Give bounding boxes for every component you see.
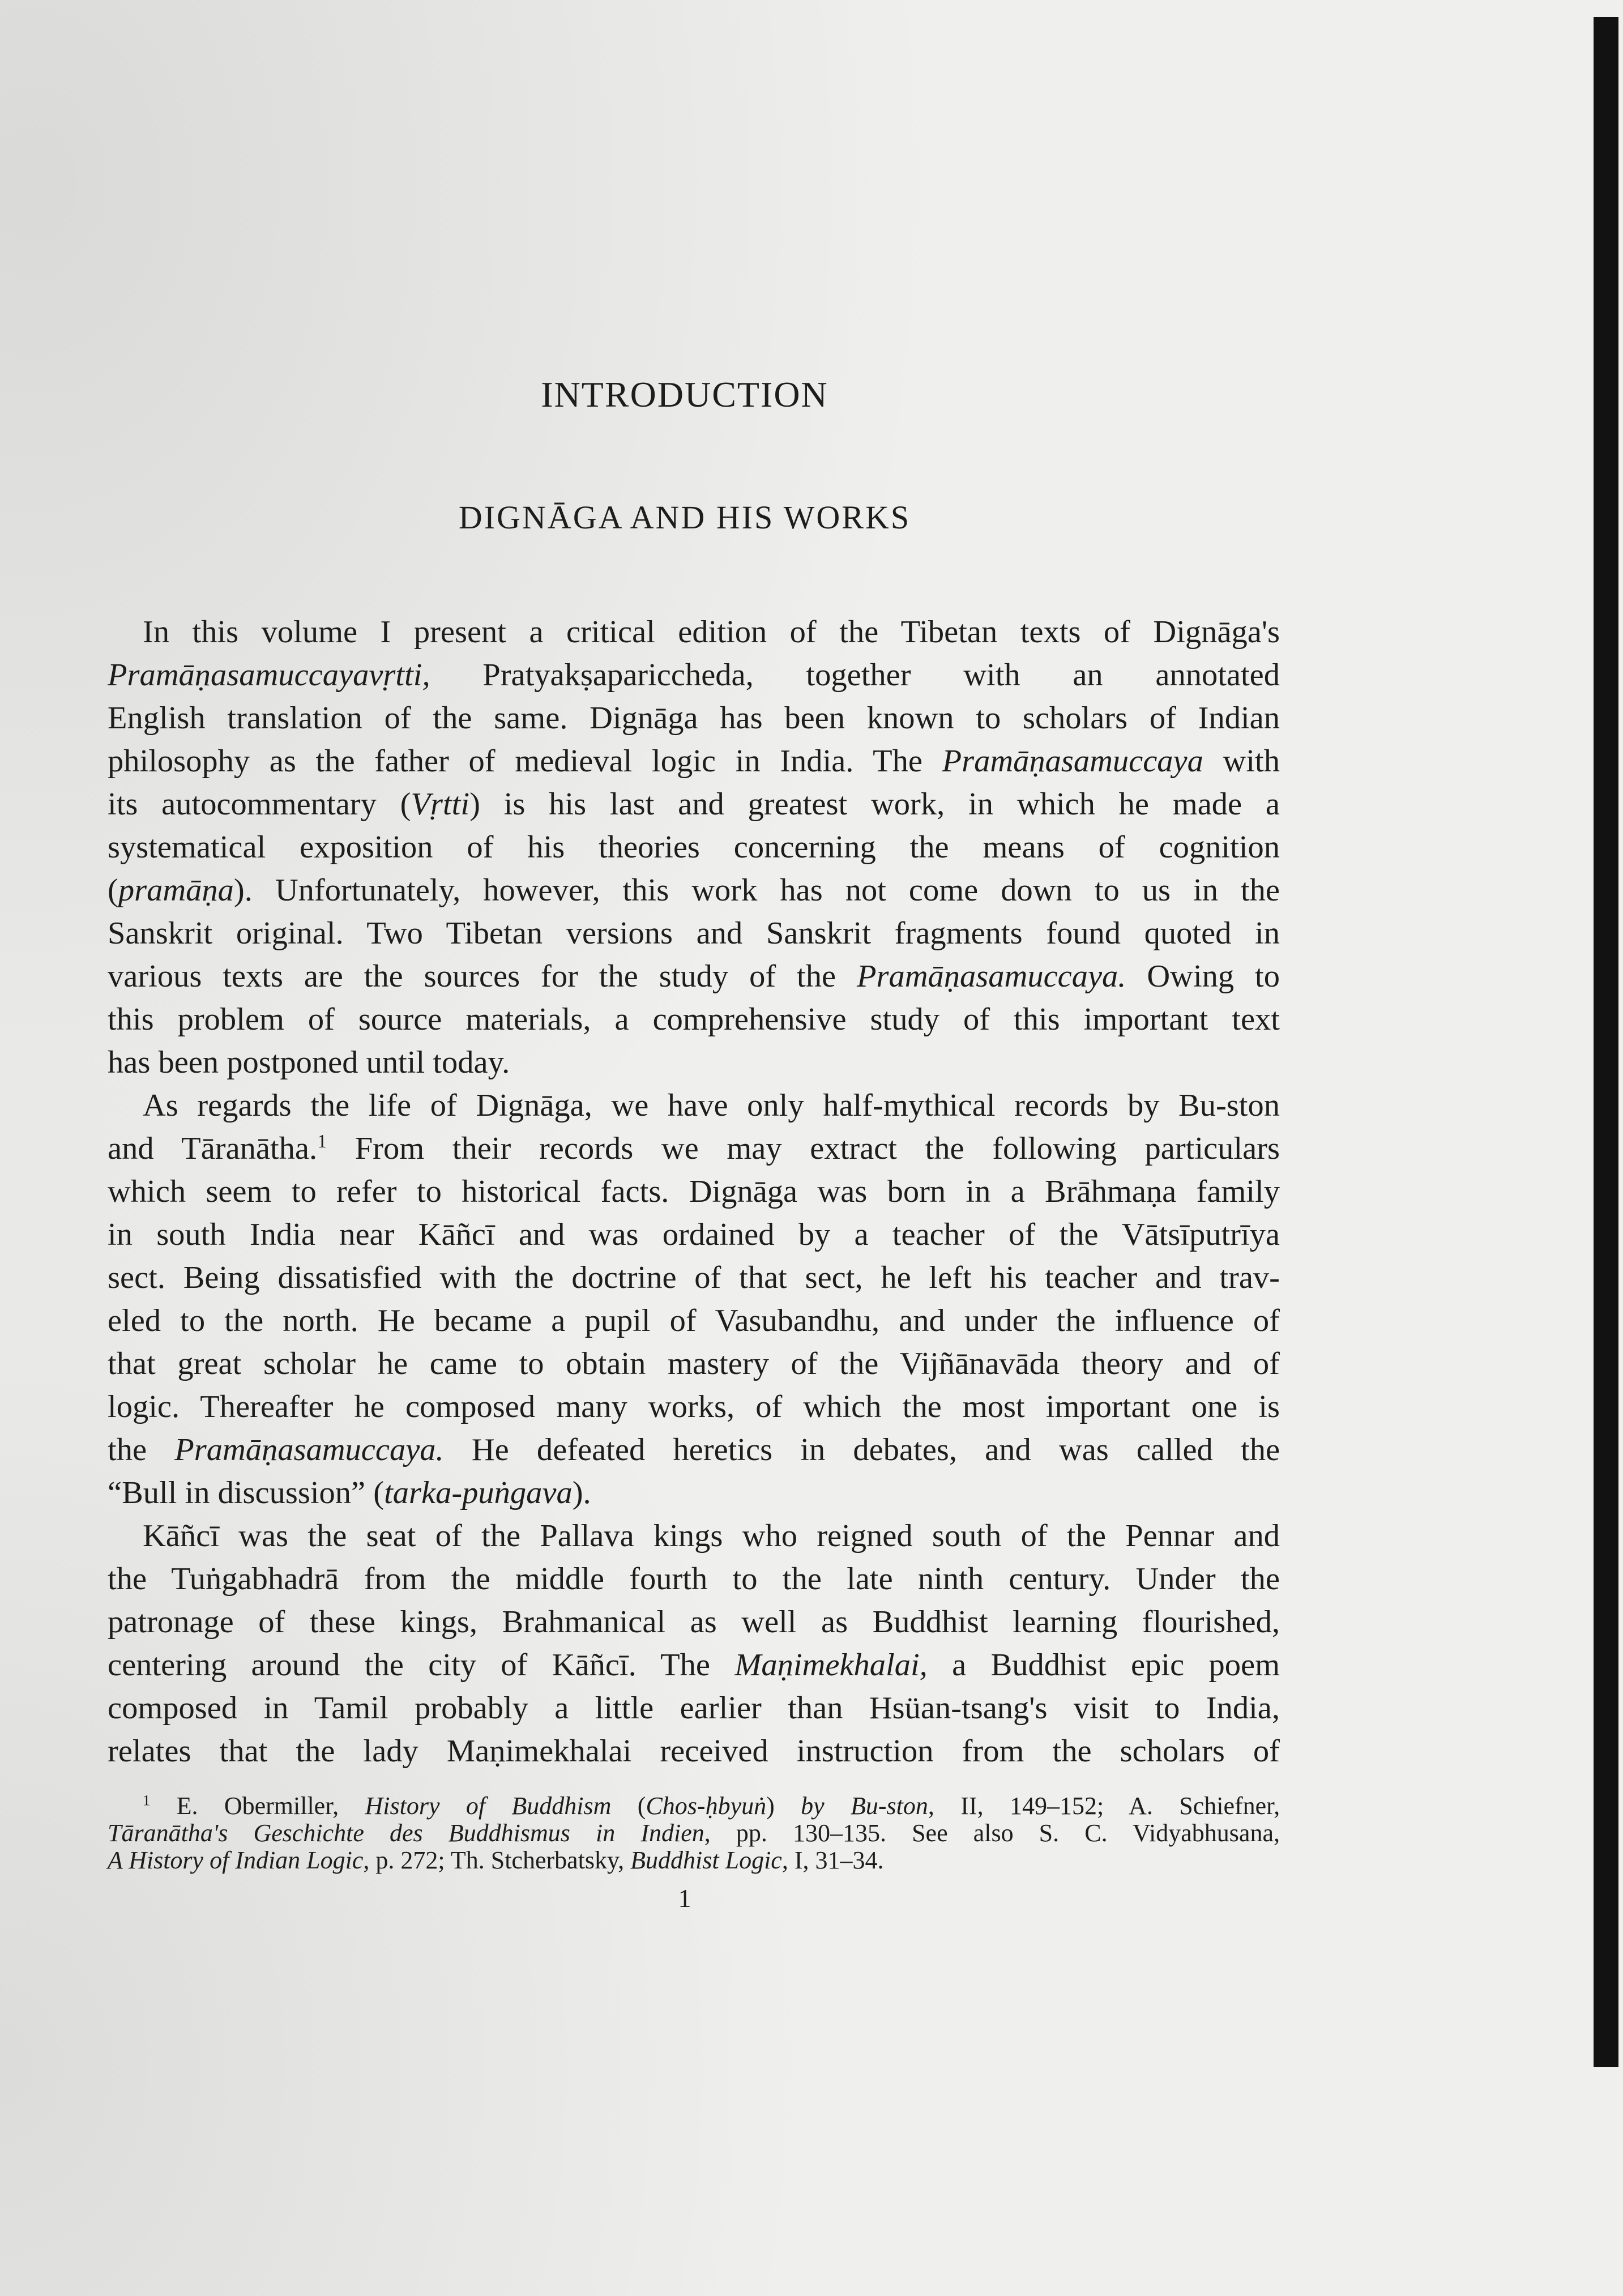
p2-line-1: As regards the life of Dignāga, we have only half-mythical records by Bu-ston <box>143 1088 1280 1123</box>
p1-line-2: Pramāṇasamuccayavṛtti, Pratyakṣapariccheda, together with an annotated <box>108 658 1280 693</box>
page-binding-edge <box>1594 17 1618 2067</box>
p3-line-4: centering around the city of Kāñcī. The Maṇimekhalai, a Buddhist epic poem <box>108 1648 1280 1683</box>
p2-line-4: in south India near Kāñcī and was ordained by a teacher of the Vātsīputrīya <box>108 1217 1280 1252</box>
p2-line-5: sect. Being dissatisfied with the doctrine of that sect, he left his teacher and trav- <box>108 1260 1280 1295</box>
p3-line-5: composed in Tamil probably a little earlier than Hsüan-tsang's visit to India, <box>108 1691 1280 1726</box>
p2-line-2: and Tāranātha.$^1$ From their records we may extract the following particulars <box>108 1131 1280 1166</box>
p1-line-3: English translation of the same. Dignāga has been known to scholars of Indian <box>108 701 1280 736</box>
p2-line-3: which seem to refer to historical facts. Dignāga was born in a Brāhmaṇa family <box>108 1174 1280 1209</box>
footnote-line-1: $^1$ E. Obermiller, History of Buddhism (Chos-ḥbyuṅ) by Bu-ston, II, 149–152; A. Schiefner, <box>143 1791 1280 1820</box>
body-text <box>108 611 1280 1773</box>
p2-line-7: that great scholar he came to obtain mastery of the Vijñānavāda theory and of <box>108 1346 1280 1381</box>
p1-line-6: systematical exposition of his theories concerning the means of cognition <box>108 830 1280 865</box>
page-number: 1 <box>678 1884 691 1913</box>
p1-line-1: In this volume I present a critical edition of the Tibetan texts of Dignāga's <box>143 614 1280 650</box>
p1-line-8: Sanskrit original. Two Tibetan versions and Sanskrit fragments found quoted in <box>108 916 1280 951</box>
footnote-line-3: A History of Indian Logic, p. 272; Th. Stcherbatsky, Buddhist Logic, I, 31–34. <box>108 1846 884 1874</box>
section-title: DIGNĀGA AND HIS WORKS <box>458 499 911 536</box>
footnote-ref: 1 <box>317 1131 327 1153</box>
p1-line-4: philosophy as the father of medieval logic in India. The Pramāṇasamuccaya with <box>108 744 1280 779</box>
p2-line-10: “Bull in discussion” (tarka-puṅgava). <box>108 1475 591 1510</box>
p1-line-7: (pramāṇa). Unfortunately, however, this work has not come down to us in the <box>108 873 1280 908</box>
footnote-line-2: Tāranātha's Geschichte des Buddhismus in Indien, pp. 130–135. See also S. C. Vidyabhusana, <box>108 1819 1280 1847</box>
p1-line-10: this problem of source materials, a comprehensive study of this important text <box>108 1002 1280 1037</box>
footnote <box>108 1793 1280 1874</box>
p1-line-9: various texts are the sources for the study of the Pramāṇasamuccaya. Owing to <box>108 959 1280 994</box>
p3-line-1: Kāñcī was the seat of the Pallava kings who reigned south of the Pennar and <box>143 1518 1280 1554</box>
p1-line-11: has been postponed until today. <box>108 1045 510 1080</box>
p2-line-6: eled to the north. He became a pupil of Vasubandhu, and under the influence of <box>108 1303 1280 1338</box>
p1-line-5: its autocommentary (Vṛtti) is his last and greatest work, in which he made a <box>108 787 1280 822</box>
p2-line-9: the Pramāṇasamuccaya. He defeated heretics in debates, and was called the <box>108 1432 1280 1467</box>
p2-line-8: logic. Thereafter he composed many works, of which the most important one is <box>108 1389 1280 1424</box>
p3-line-2: the Tuṅgabhadrā from the middle fourth to the late ninth century. Under the <box>108 1561 1280 1597</box>
p3-line-3: patronage of these kings, Brahmanical as well as Buddhist learning flourished, <box>108 1604 1280 1640</box>
chapter-title: INTRODUCTION <box>541 374 828 415</box>
p3-line-6: relates that the lady Maṇimekhalai received instruction from the scholars of <box>108 1734 1280 1769</box>
